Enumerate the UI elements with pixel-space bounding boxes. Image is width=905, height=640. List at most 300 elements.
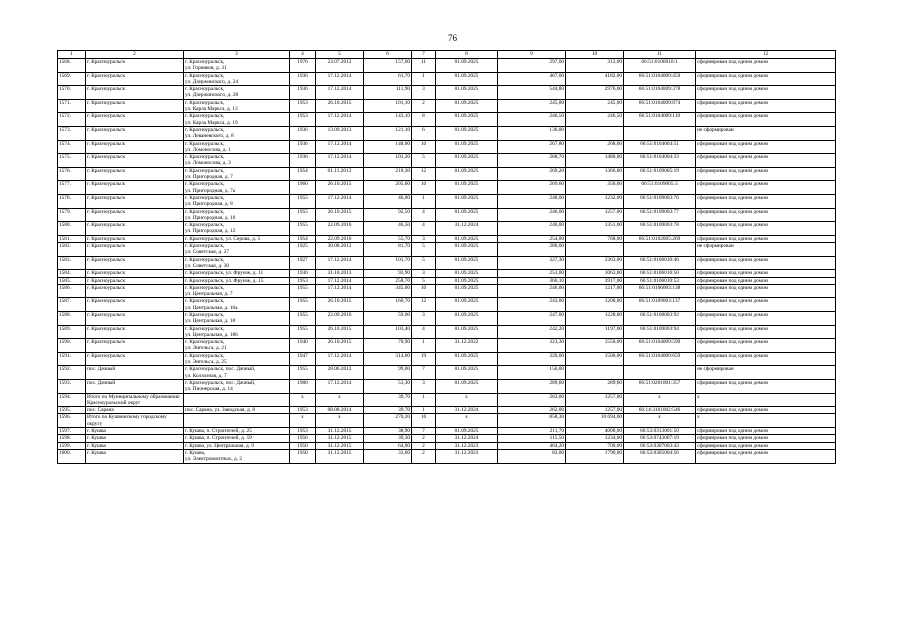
year-built-cell: 1936 bbox=[290, 86, 316, 100]
recognition-date-cell: 31.12.2015 bbox=[316, 442, 364, 449]
cadastral-number-cell: 66:51:0108003:92 bbox=[624, 311, 696, 325]
demolition-cost-cell: 467,00 bbox=[498, 72, 566, 86]
recognition-date-cell: 26.10.2015 bbox=[316, 208, 364, 222]
table-row bbox=[58, 167, 836, 181]
row-number-cell: 1568. bbox=[58, 59, 86, 73]
column-header: 2 bbox=[86, 51, 184, 59]
resettlement-deadline-cell: 01.09.2025 bbox=[436, 154, 498, 168]
residents-cell: 4 bbox=[412, 222, 436, 236]
residents-cell: 5 bbox=[412, 243, 436, 257]
area-cell: 53,30 bbox=[364, 379, 412, 393]
cadastral-number-cell: 66:51:0109003:78 bbox=[624, 222, 696, 236]
municipality-cell: г. Красноуральск bbox=[86, 154, 184, 168]
recognition-date-cell: 26.10.2015 bbox=[316, 181, 364, 195]
table-row bbox=[58, 428, 836, 435]
address-cell: г. Красноуральск, ул. Ломоносова, д. 3 bbox=[184, 154, 290, 168]
address-cell: г. Красноуральск, ул. Фрунзе, д. 15 bbox=[184, 277, 290, 284]
recognition-date-cell: 28.06.2012 bbox=[316, 366, 364, 380]
column-header: 8 bbox=[436, 51, 498, 59]
recognition-date-cell: 17.12.2014 bbox=[316, 140, 364, 154]
address-cell: г. Красноуральск, пос. Дачный, ул. Колхозная, д. 7 bbox=[184, 366, 290, 380]
resettlement-deadline-cell: 31.12.2022 bbox=[436, 339, 498, 353]
area-cell: 92,50 bbox=[364, 208, 412, 222]
area-cell: 55,70 bbox=[364, 235, 412, 242]
demolition-cost-cell: 245,00 bbox=[498, 99, 566, 113]
area-cell: 81,70 bbox=[364, 243, 412, 257]
year-built-cell: 1953 bbox=[290, 99, 316, 113]
land-area-cell: 246,50 bbox=[566, 113, 624, 127]
table-row bbox=[58, 243, 836, 257]
land-area-cell: 1351,00 bbox=[566, 222, 624, 236]
area-cell: 205,60 bbox=[364, 181, 412, 195]
table-row bbox=[58, 379, 836, 393]
resettlement-deadline-cell: 01.09.2025 bbox=[436, 428, 498, 435]
demolition-cost-cell: 289,60 bbox=[498, 379, 566, 393]
table-row bbox=[58, 113, 836, 127]
row-number-cell: 1573. bbox=[58, 126, 86, 140]
recognition-date-cell: 23.07.2012 bbox=[316, 59, 364, 73]
land-status-cell: сформирован под одним домом bbox=[696, 325, 836, 339]
resettlement-deadline-cell: 01.09.2025 bbox=[436, 86, 498, 100]
resettlement-deadline-cell: 01.09.2025 bbox=[436, 167, 498, 181]
area-cell: 143,10 bbox=[364, 113, 412, 127]
column-header: 9 bbox=[498, 51, 566, 59]
year-built-cell: 1955 bbox=[290, 284, 316, 298]
demolition-cost-cell: 858,30 bbox=[498, 414, 566, 428]
address-cell: пос. Сарана, ул. Заводская, д. 8 bbox=[184, 407, 290, 414]
area-cell: 99,00 bbox=[364, 366, 412, 380]
year-built-cell: 1940 bbox=[290, 339, 316, 353]
demolition-cost-cell: 262,00 bbox=[498, 393, 566, 407]
area-cell: 103,40 bbox=[364, 325, 412, 339]
address-cell: г. Красноуральск, ул. Энгельса, д. 21 bbox=[184, 339, 290, 353]
area-cell: 345,00 bbox=[364, 284, 412, 298]
table-row bbox=[58, 194, 836, 208]
address-cell: г. Красноуральск, ул. Центральная, д. 186 bbox=[184, 325, 290, 339]
resettlement-deadline-cell: 01.09.2025 bbox=[436, 379, 498, 393]
land-status-cell: не сформирован bbox=[696, 366, 836, 380]
cadastral-number-cell: 66:51:0102005:269 bbox=[624, 235, 696, 242]
column-header: 12 bbox=[696, 51, 836, 59]
table-row bbox=[58, 59, 836, 73]
area-cell: 46,00 bbox=[364, 194, 412, 208]
demolition-cost-cell: 297,00 bbox=[498, 59, 566, 73]
land-status-cell: сформирован под одним домом bbox=[696, 72, 836, 86]
row-number-cell: 1575. bbox=[58, 154, 86, 168]
resettlement-deadline-cell: 01.09.2025 bbox=[436, 113, 498, 127]
municipality-cell: г. Красноуральск bbox=[86, 256, 184, 270]
municipality-cell: г. Красноуральск bbox=[86, 352, 184, 366]
municipality-cell: г. Красноуральск bbox=[86, 339, 184, 353]
area-cell: 59,00 bbox=[364, 311, 412, 325]
row-number-cell: 1595. bbox=[58, 407, 86, 414]
resettlement-deadline-cell: 01.09.2025 bbox=[436, 243, 498, 257]
year-built-cell: 1930 bbox=[290, 270, 316, 277]
land-area-cell: 768,00 bbox=[566, 235, 624, 242]
land-area-cell: 1550,00 bbox=[566, 339, 624, 353]
year-built-cell: 1956 bbox=[290, 435, 316, 442]
resettlement-deadline-cell: 01.09.2025 bbox=[436, 99, 498, 113]
row-number-cell: 1587. bbox=[58, 298, 86, 312]
cadastral-number-cell: 66:51:0104004:51 bbox=[624, 140, 696, 154]
residents-cell: 4 bbox=[412, 208, 436, 222]
area-cell: 157,00 bbox=[364, 59, 412, 73]
year-built-cell: 1936 bbox=[290, 72, 316, 86]
land-area-cell: 1232,00 bbox=[566, 194, 624, 208]
column-header: 4 bbox=[290, 51, 316, 59]
row-number-cell: 1593. bbox=[58, 379, 86, 393]
cadastral-number-cell bbox=[624, 243, 696, 257]
address-cell: г. Красноуральск, ул. Пригородная, д. 7а bbox=[184, 181, 290, 195]
municipality-cell: пос. Дачный bbox=[86, 379, 184, 393]
cadastral-number-cell bbox=[624, 126, 696, 140]
address-cell: г. Красноуральск, ул. Советская, д. 27 bbox=[184, 243, 290, 257]
year-built-cell: 1950 bbox=[290, 449, 316, 463]
address-cell: г. Красноуральск, ул. Центральная, д. 18 bbox=[184, 311, 290, 325]
municipality-cell: г. Красноуральск bbox=[86, 59, 184, 73]
residents-cell: 2 bbox=[412, 99, 436, 113]
table-row bbox=[58, 235, 836, 242]
land-status-cell: сформирован под одним домом bbox=[696, 270, 836, 277]
residents-cell: 3 bbox=[412, 270, 436, 277]
cadastral-number-cell: 66:51:0104009:378 bbox=[624, 86, 696, 100]
land-area-cell: 1197,00 bbox=[566, 325, 624, 339]
address-cell: г. Кушва, ул. Электромонтных, д. 2 bbox=[184, 449, 290, 463]
municipality-cell: г. Красноуральск bbox=[86, 113, 184, 127]
row-number-cell: 1581. bbox=[58, 235, 86, 242]
residents-cell: 10 bbox=[412, 181, 436, 195]
row-number-cell: 1598. bbox=[58, 435, 86, 442]
address-cell: г. Красноуральск, ул. Ломоносова, д. 1 bbox=[184, 140, 290, 154]
residents-cell: 2 bbox=[412, 449, 436, 463]
table-row bbox=[58, 181, 836, 195]
land-area-cell: 4000,00 bbox=[566, 428, 624, 435]
address-cell: г. Красноуральск, ул. Леваневского, д. 8 bbox=[184, 126, 290, 140]
area-cell: 101,70 bbox=[364, 256, 412, 270]
residents-cell: 6 bbox=[412, 126, 436, 140]
row-number-cell: 1579. bbox=[58, 208, 86, 222]
year-built-cell: 1950 bbox=[290, 442, 316, 449]
area-cell: 111,90 bbox=[364, 86, 412, 100]
area-cell: 46,50 bbox=[364, 222, 412, 236]
table-row bbox=[58, 284, 836, 298]
table-row bbox=[58, 414, 836, 428]
table-row bbox=[58, 339, 836, 353]
area-cell: 61,70 bbox=[364, 72, 412, 86]
year-built-cell: 1955 bbox=[290, 208, 316, 222]
cadastral-number-cell: 66:51:0109005:19 bbox=[624, 167, 696, 181]
land-area-cell: 245,00 bbox=[566, 99, 624, 113]
table-row bbox=[58, 208, 836, 222]
address-cell: г. Кушва, ул. Центральная, д. 9 bbox=[184, 442, 290, 449]
resettlement-deadline-cell: 01.09.2025 bbox=[436, 277, 498, 284]
recognition-date-cell: 17.12.2014 bbox=[316, 379, 364, 393]
residents-cell: 3 bbox=[412, 379, 436, 393]
year-built-cell: 1955 bbox=[290, 311, 316, 325]
demolition-cost-cell: 150,00 bbox=[498, 366, 566, 380]
recognition-date-cell: 31.12.2015 bbox=[316, 428, 364, 435]
recognition-date-cell: 17.12.2014 bbox=[316, 154, 364, 168]
land-area-cell: 312,00 bbox=[566, 59, 624, 73]
recognition-date-cell: 31.12.2015 bbox=[316, 435, 364, 442]
demolition-cost-cell: 262,00 bbox=[498, 407, 566, 414]
year-built-cell: 1954 bbox=[290, 235, 316, 242]
demolition-cost-cell: 82,00 bbox=[498, 449, 566, 463]
table-row bbox=[58, 366, 836, 380]
resettlement-deadline-cell: 01.09.2025 bbox=[436, 311, 498, 325]
residents-cell: 10 bbox=[412, 140, 436, 154]
municipality-cell: г. Красноуральск bbox=[86, 270, 184, 277]
row-number-cell: 1574. bbox=[58, 140, 86, 154]
land-area-cell bbox=[566, 366, 624, 380]
demolition-cost-cell: 247,00 bbox=[498, 311, 566, 325]
resettlement-deadline-cell: 01.09.2025 bbox=[436, 208, 498, 222]
cadastral-number-cell: x bbox=[624, 393, 696, 407]
recognition-date-cell: 17.12.2014 bbox=[316, 86, 364, 100]
land-area-cell: 1790,00 bbox=[566, 449, 624, 463]
land-status-cell: x bbox=[696, 414, 836, 428]
cadastral-number-cell: 66:51:0104004:33 bbox=[624, 154, 696, 168]
row-number-cell: 1580. bbox=[58, 222, 86, 236]
land-area-cell: 1206,00 bbox=[566, 298, 624, 312]
resettlement-deadline-cell: 01.09.2025 bbox=[436, 352, 498, 366]
land-area-cell: 10 694,00 bbox=[566, 414, 624, 428]
demolition-cost-cell: 464,20 bbox=[498, 442, 566, 449]
resettlement-deadline-cell: 01.09.2025 bbox=[436, 366, 498, 380]
address-cell: г. Красноуральск, ул. Фрунзе, д. 11 bbox=[184, 270, 290, 277]
table-row bbox=[58, 311, 836, 325]
land-area-cell: 2363,00 bbox=[566, 256, 624, 270]
row-number-cell: 1585. bbox=[58, 277, 86, 284]
land-status-cell: сформирован под одним домом bbox=[696, 86, 836, 100]
resettlement-deadline-cell: 01.09.2025 bbox=[436, 325, 498, 339]
land-area-cell: 1257,00 bbox=[566, 208, 624, 222]
municipality-cell: г. Красноуральск bbox=[86, 99, 184, 113]
resettlement-deadline-cell: 01.09.2025 bbox=[436, 181, 498, 195]
resettlement-deadline-cell: 01.09.2025 bbox=[436, 126, 498, 140]
municipality-cell: г. Красноуральск bbox=[86, 311, 184, 325]
municipality-cell: г. Красноуральск bbox=[86, 167, 184, 181]
table-row bbox=[58, 154, 836, 168]
demolition-cost-cell: 246,00 bbox=[498, 284, 566, 298]
demolition-cost-cell: 269,20 bbox=[498, 167, 566, 181]
table-row bbox=[58, 99, 836, 113]
municipality-cell: г. Кушва bbox=[86, 428, 184, 435]
area-cell: 64,90 bbox=[364, 442, 412, 449]
area-cell: 218,30 bbox=[364, 167, 412, 181]
resettlement-deadline-cell: 31.12.2023 bbox=[436, 442, 498, 449]
residents-cell: 7 bbox=[412, 428, 436, 435]
land-status-cell: сформирован под одним домом bbox=[696, 284, 836, 298]
area-cell: 101,20 bbox=[364, 154, 412, 168]
residents-cell: 1 bbox=[412, 407, 436, 414]
address-cell: г. Кушва, п. Строителей, д. 25 bbox=[184, 428, 290, 435]
resettlement-deadline-cell: 01.09.2025 bbox=[436, 140, 498, 154]
land-status-cell: сформирован под одним домом bbox=[696, 339, 836, 353]
municipality-cell: г. Красноуральск bbox=[86, 194, 184, 208]
area-cell: 160,70 bbox=[364, 298, 412, 312]
land-area-cell bbox=[566, 126, 624, 140]
row-number-cell: 1576. bbox=[58, 167, 86, 181]
resettlement-deadline-cell: 01.09.2025 bbox=[436, 72, 498, 86]
table-row bbox=[58, 256, 836, 270]
column-header: 11 bbox=[624, 51, 696, 59]
land-area-cell: 1480,00 bbox=[566, 154, 624, 168]
land-status-cell: сформирован под одним домом bbox=[696, 311, 836, 325]
cadastral-number-cell: 66:51:0104009:459 bbox=[624, 72, 696, 86]
residents-cell: 5 bbox=[412, 154, 436, 168]
year-built-cell: 1980 bbox=[290, 379, 316, 393]
municipality-cell: г. Красноуральск bbox=[86, 86, 184, 100]
year-built-cell: 1953 bbox=[290, 277, 316, 284]
demolition-cost-cell: 267,80 bbox=[498, 140, 566, 154]
cadastral-number-cell: 66:53:0305004:56 bbox=[624, 449, 696, 463]
land-status-cell: x bbox=[696, 393, 836, 407]
demolition-cost-cell: 323,30 bbox=[498, 339, 566, 353]
municipality-cell: пос. Сарана bbox=[86, 407, 184, 414]
cadastral-number-cell: 66:53:0743007:19 bbox=[624, 435, 696, 442]
cadastral-number-cell: 66:51:0201001:357 bbox=[624, 379, 696, 393]
municipality-cell: г. Красноуральск bbox=[86, 222, 184, 236]
row-number-cell: 1583. bbox=[58, 256, 86, 270]
municipality-cell: г. Красноуральск bbox=[86, 298, 184, 312]
table-row bbox=[58, 298, 836, 312]
land-status-cell: сформирован под одним домом bbox=[696, 99, 836, 113]
demolition-cost-cell: 268,70 bbox=[498, 154, 566, 168]
residents-cell: 1 bbox=[412, 194, 436, 208]
land-status-cell: сформирован под одним домом bbox=[696, 222, 836, 236]
municipality-cell: г. Красноуральск bbox=[86, 243, 184, 257]
column-header: 6 bbox=[364, 51, 412, 59]
cadastral-number-cell: 66:51:0109003:137 bbox=[624, 298, 696, 312]
year-built-cell: 1947 bbox=[290, 352, 316, 366]
year-built-cell: x bbox=[290, 393, 316, 407]
cadastral-number-cell: 66:51:0109005:3 bbox=[624, 181, 696, 195]
municipality-cell: Итого по Кушвинскому городскому округу bbox=[86, 414, 184, 428]
cadastral-number-cell bbox=[624, 366, 696, 380]
cadastral-number-cell: 66:51:0106010:53 bbox=[624, 277, 696, 284]
table-row bbox=[58, 325, 836, 339]
land-status-cell: сформирован под одним домом bbox=[696, 140, 836, 154]
land-status-cell: сформирован под одним домом bbox=[696, 59, 836, 73]
row-number-cell: 1597. bbox=[58, 428, 86, 435]
land-status-cell: сформирован под одним домом bbox=[696, 352, 836, 366]
address-cell: г. Красноуральск, ул. Дзержинского, д. 24 bbox=[184, 72, 290, 86]
land-area-cell: 1366,00 bbox=[566, 167, 624, 181]
year-built-cell: 1960 bbox=[290, 181, 316, 195]
residents-cell: 7 bbox=[412, 366, 436, 380]
year-built-cell: 1936 bbox=[290, 126, 316, 140]
column-number-row bbox=[58, 51, 836, 59]
residents-cell: 3 bbox=[412, 311, 436, 325]
area-cell: 38,90 bbox=[364, 428, 412, 435]
resettlement-deadline-cell: 31.12.2023 bbox=[436, 449, 498, 463]
resettlement-deadline-cell: 01.09.2025 bbox=[436, 298, 498, 312]
row-number-cell: 1594. bbox=[58, 393, 86, 407]
table-row bbox=[58, 442, 836, 449]
recognition-date-cell: 17.12.2014 bbox=[316, 277, 364, 284]
cadastral-number-cell: x bbox=[624, 414, 696, 428]
resettlement-deadline-cell: x bbox=[436, 393, 498, 407]
municipality-cell: г. Кушва bbox=[86, 442, 184, 449]
address-cell: г. Красноуральск, ул. Горняков, д. 31 bbox=[184, 59, 290, 73]
year-built-cell: 1953 bbox=[290, 428, 316, 435]
municipality-cell: г. Красноуральск bbox=[86, 277, 184, 284]
address-cell: г. Красноуральск, ул. Центральная, д. 16а bbox=[184, 298, 290, 312]
cadastral-number-cell: 66:51:0106010:46 bbox=[624, 256, 696, 270]
land-area-cell: 3917,00 bbox=[566, 277, 624, 284]
resettlement-deadline-cell: 31.12.2024 bbox=[436, 407, 498, 414]
area-cell: 270,20 bbox=[364, 414, 412, 428]
address-cell: г. Красноуральск, ул. Пригородная, д. 8 bbox=[184, 194, 290, 208]
land-status-cell: сформирован под одним домом bbox=[696, 379, 836, 393]
recognition-date-cell: 26.10.2015 bbox=[316, 339, 364, 353]
cadastral-number-cell: 66:51:0109003:76 bbox=[624, 194, 696, 208]
year-built-cell: 1955 bbox=[290, 366, 316, 380]
municipality-cell: г. Кушва bbox=[86, 449, 184, 463]
residents-cell: 8 bbox=[412, 113, 436, 127]
municipality-cell: г. Красноуральск bbox=[86, 140, 184, 154]
land-area-cell: 1063,00 bbox=[566, 270, 624, 277]
land-area-cell: 2976,00 bbox=[566, 86, 624, 100]
municipality-cell: г. Красноуральск bbox=[86, 126, 184, 140]
land-area-cell: 268,00 bbox=[566, 140, 624, 154]
column-header: 5 bbox=[316, 51, 364, 59]
year-built-cell: 1955 bbox=[290, 222, 316, 236]
recognition-date-cell: 26.10.2015 bbox=[316, 298, 364, 312]
recognition-date-cell: 22.09.2016 bbox=[316, 235, 364, 242]
land-status-cell: сформирован под одним домом bbox=[696, 181, 836, 195]
row-number-cell: 1572. bbox=[58, 113, 86, 127]
recognition-date-cell: 01.11.2013 bbox=[316, 167, 364, 181]
resettlement-deadline-cell: 31.12.2024 bbox=[436, 222, 498, 236]
land-status-cell: сформирован под одним домом bbox=[696, 154, 836, 168]
land-area-cell: 700,00 bbox=[566, 442, 624, 449]
municipality-cell: г. Красноуральск bbox=[86, 284, 184, 298]
year-built-cell: 1925 bbox=[290, 243, 316, 257]
column-header: 7 bbox=[412, 51, 436, 59]
area-cell: 39,70 bbox=[364, 393, 412, 407]
area-cell: 70,90 bbox=[364, 339, 412, 353]
land-area-cell: 1257,00 bbox=[566, 393, 624, 407]
year-built-cell: 1953 bbox=[290, 113, 316, 127]
row-number-cell: 1570. bbox=[58, 86, 86, 100]
recognition-date-cell: 31.12.2015 bbox=[316, 449, 364, 463]
municipality-cell: Итого по Муниципальному образованию Красноуральский округ bbox=[86, 393, 184, 407]
address-cell: г. Красноуральск, ул. Пригородная, д. 7 bbox=[184, 167, 290, 181]
table-row bbox=[58, 393, 836, 407]
table-row bbox=[58, 222, 836, 236]
row-number-cell: 1584. bbox=[58, 270, 86, 277]
cadastral-number-cell: 66:51:0109003:94 bbox=[624, 325, 696, 339]
resettlement-deadline-cell: 01.09.2025 bbox=[436, 270, 498, 277]
municipality-cell: г. Красноуральск bbox=[86, 208, 184, 222]
demolition-cost-cell: 269,60 bbox=[498, 181, 566, 195]
area-cell: 148,00 bbox=[364, 140, 412, 154]
area-cell: 33,60 bbox=[364, 449, 412, 463]
resettlement-deadline-cell: 31.12.2024 bbox=[436, 435, 498, 442]
land-area-cell bbox=[566, 243, 624, 257]
resettlement-deadline-cell: 01.09.2025 bbox=[436, 284, 498, 298]
resettlement-deadline-cell: 01.09.2025 bbox=[436, 59, 498, 73]
column-header: 1 bbox=[58, 51, 86, 59]
address-cell: г. Красноуральск, ул. Карла Маркса, д. 13 bbox=[184, 99, 290, 113]
address-cell: г. Красноуральск, пос. Дачный, ул. Пионерская, д. 14 bbox=[184, 379, 290, 393]
cadastral-number-cell: 66:51:0104009:110 bbox=[624, 113, 696, 127]
cadastral-number-cell: 66:51:0106010:50 bbox=[624, 270, 696, 277]
row-number-cell: 1571. bbox=[58, 99, 86, 113]
table-row bbox=[58, 352, 836, 366]
